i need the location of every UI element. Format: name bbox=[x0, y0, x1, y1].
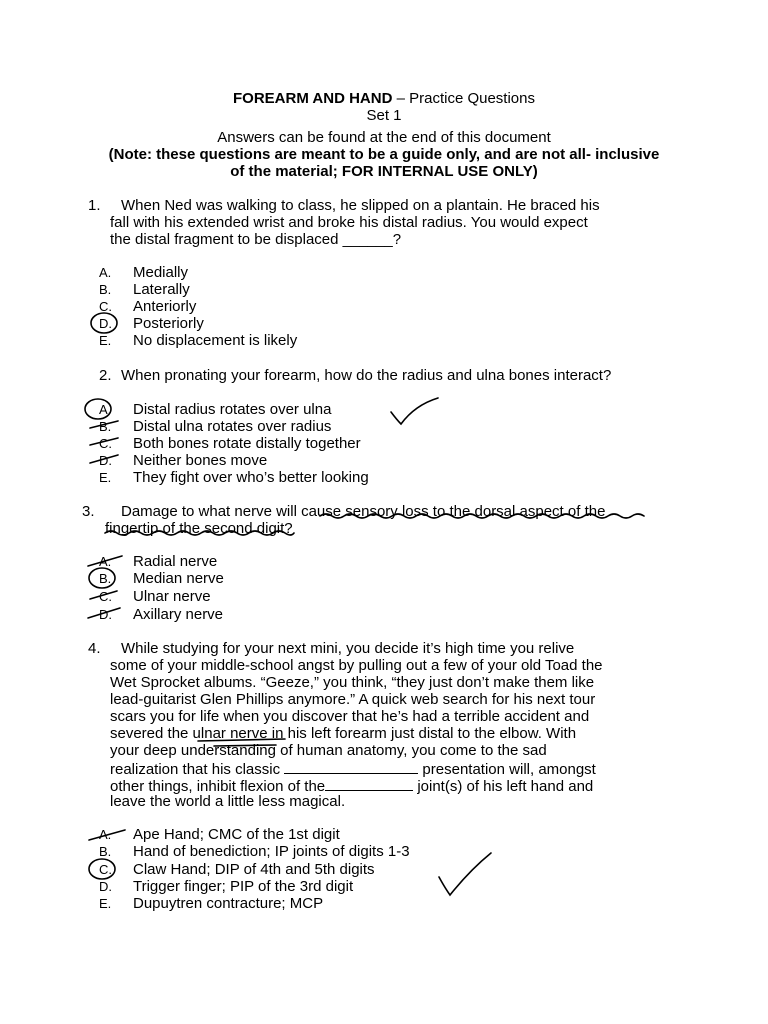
check-mark bbox=[439, 853, 491, 895]
check-mark bbox=[391, 398, 438, 424]
question-text-segment: realization that his classic bbox=[110, 761, 281, 778]
option-letter: A. bbox=[99, 265, 112, 280]
option-letter: C. bbox=[99, 862, 112, 877]
question-text-line: scars you for life when you discover that he’s had a terrible accident and bbox=[110, 708, 590, 725]
document-title bbox=[0, 90, 768, 107]
option-text: Ape Hand; CMC of the 1st digit bbox=[133, 826, 340, 843]
option-text: Both bones rotate distally together bbox=[133, 435, 361, 452]
option-letter: C. bbox=[99, 589, 112, 604]
option-text: Posteriorly bbox=[133, 315, 204, 332]
question-text-line: some of your middle-school angst by pulling out a few of your old Toad the bbox=[110, 657, 603, 674]
answer-blank bbox=[284, 759, 418, 774]
option-letter: B. bbox=[99, 571, 112, 586]
option-text: Hand of benediction; IP joints of digits 1-3 bbox=[133, 843, 410, 860]
option-letter: D. bbox=[99, 316, 112, 331]
title-bold: FOREARM AND HAND bbox=[232, 90, 393, 107]
question-text-line: fall with his extended wrist and broke his distal radius. You would expect bbox=[110, 214, 588, 231]
question-text-line: fingertip of the second digit? bbox=[105, 520, 293, 537]
option-letter: B. bbox=[99, 419, 112, 434]
question-text-line: While studying for your next mini, you decide it’s high time you relive bbox=[121, 640, 575, 657]
question-text-line: When Ned was walking to class, he slipped on a plantain. He braced his bbox=[121, 197, 600, 214]
option-letter: B. bbox=[99, 282, 112, 297]
question-text-line: leave the world a little less magical. bbox=[110, 793, 346, 810]
question-number: 3. bbox=[82, 503, 95, 520]
option-text: Median nerve bbox=[133, 570, 224, 587]
question-text-line: lead-guitarist Glen Phillips anymore.” A quick web search for his next tour bbox=[110, 691, 596, 708]
question-text-line: the distal fragment to be displaced ______? bbox=[110, 231, 402, 248]
question-text-line: severed the ulnar nerve in his left forearm just distal to the elbow. With bbox=[110, 725, 577, 742]
title-rest: – Practice Questions bbox=[392, 90, 535, 107]
option-text: Ulnar nerve bbox=[133, 588, 211, 605]
question-number: 1. bbox=[88, 197, 101, 214]
option-text: Radial nerve bbox=[133, 553, 218, 570]
option-text: Trigger finger; PIP of the 3rd digit bbox=[133, 878, 354, 895]
question-text-segment: other things, inhibit flexion of the bbox=[110, 778, 326, 795]
answers-note: Answers can be found at the end of this document bbox=[217, 129, 551, 146]
option-letter: C. bbox=[99, 299, 112, 314]
option-text: Dupuytren contracture; MCP bbox=[133, 895, 324, 912]
option-text: Claw Hand; DIP of 4th and 5th digits bbox=[133, 861, 375, 878]
question-text-line: Damage to what nerve will cause sensory loss to the dorsal aspect of the bbox=[121, 503, 606, 520]
answer-blank bbox=[325, 776, 413, 791]
option-text: Anteriorly bbox=[133, 298, 197, 315]
question-text-segment: presentation will, amongst bbox=[422, 761, 596, 778]
question-text-line: Wet Sprocket albums. “Geeze,” you think, “they just don’t make them like bbox=[110, 674, 595, 691]
option-letter: A. bbox=[99, 554, 112, 569]
option-letter: D. bbox=[99, 879, 112, 894]
question-text-line: your deep understanding of human anatomy, you come to the sad bbox=[110, 742, 547, 759]
option-letter: E. bbox=[99, 470, 112, 485]
option-text: Neither bones move bbox=[133, 452, 268, 469]
option-text: Medially bbox=[133, 264, 189, 281]
set-label: Set 1 bbox=[366, 107, 402, 124]
option-text: Distal radius rotates over ulna bbox=[133, 401, 332, 418]
note-line-2: of the material; FOR INTERNAL USE ONLY) bbox=[230, 163, 538, 180]
question-number: 2. bbox=[99, 367, 112, 384]
option-text: They fight over who’s better looking bbox=[133, 469, 369, 486]
option-letter: C. bbox=[99, 436, 112, 451]
option-letter: B. bbox=[99, 844, 112, 859]
option-letter: A. bbox=[99, 402, 112, 417]
option-letter: D. bbox=[99, 453, 112, 468]
option-letter: D. bbox=[99, 607, 112, 622]
option-letter: A. bbox=[99, 827, 112, 842]
question-text-segment: joint(s) of his left hand and bbox=[417, 778, 594, 795]
option-letter: E. bbox=[99, 333, 112, 348]
option-text: Laterally bbox=[133, 281, 190, 298]
option-text: Axillary nerve bbox=[133, 606, 224, 623]
option-text: No displacement is likely bbox=[133, 332, 298, 349]
note-line-1: (Note: these questions are meant to be a guide only, and are not all- inclusive bbox=[108, 146, 660, 163]
question-text-line: When pronating your forearm, how do the radius and ulna bones interact? bbox=[121, 367, 612, 384]
question-number: 4. bbox=[88, 640, 101, 657]
option-text: Distal ulna rotates over radius bbox=[133, 418, 332, 435]
option-letter: E. bbox=[99, 896, 112, 911]
